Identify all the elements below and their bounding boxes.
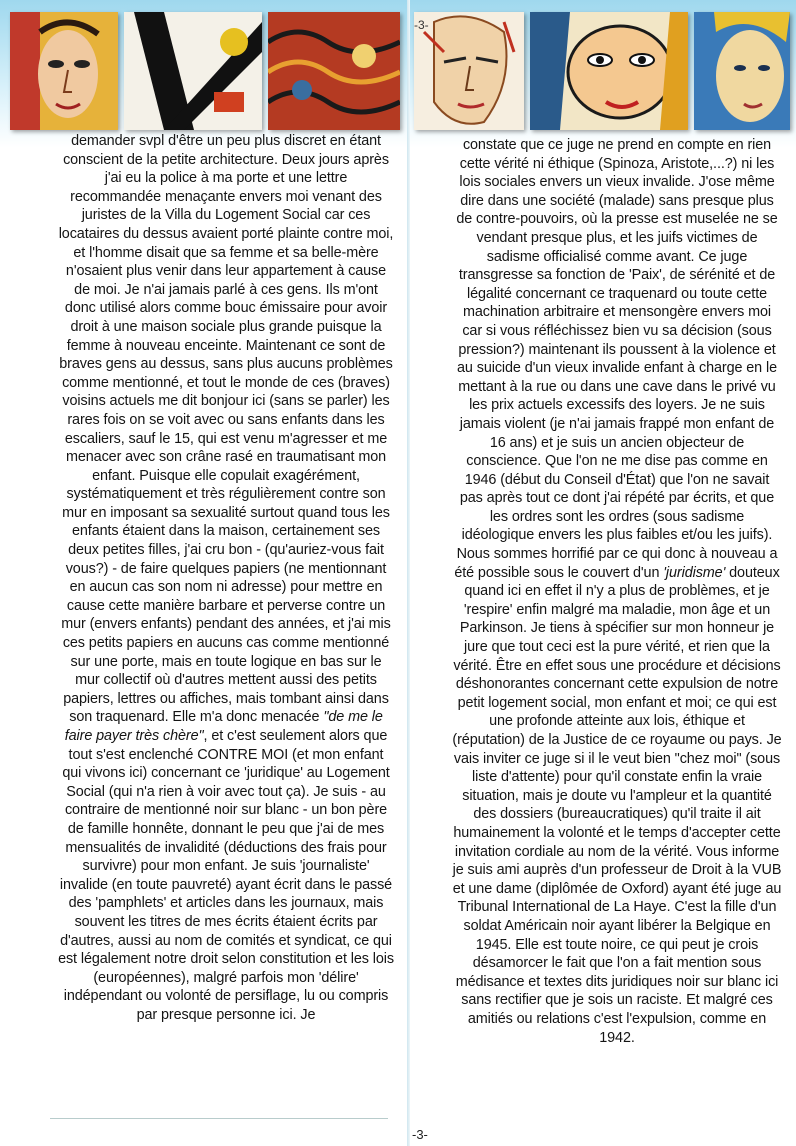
left-column-italic-quote: "de me le faire payer très chère" [64,709,383,744]
header-page-marker: -3- [414,18,429,32]
left-column-paragraph [58,132,394,1025]
page-number: -3- [412,1127,428,1142]
abstract-blue-face-painting-icon [694,12,790,130]
right-column-paragraph [452,136,782,1047]
abstract-red-pattern-painting-icon [268,12,400,130]
left-column-text-continued: , et c'est seulement alors que tout s'est enclenché CONTRE MOI (et mon enfant qui vivons ici) concernant ce 'juridique' au Logement Social (qui n'a rien à voir avec tout ça). Je suis - au contraire de mentionné noir sur blanc - un bon père de famille honnête, donnant le peu que j'ai de mes mensualités de invalidité (déductions des frais pour survivre) pour mon enfant. Je suis 'journaliste' invalide (en toute pauvreté) ayant écrit dans le passé des 'pamphlets' et articles dans les journaux, mais souvent les titres de mes écrits étaient écrits par d'autres, aussi au nom de comités et syndicat, ce qui est légalement notre droit selon constitution et les lois (européennes), malgré parfois mon 'délire' indépendant ou volonté de persiflage, lu ou compris par presque personne ici. Je [58,728,394,1023]
right-text-column [452,136,782,1047]
abstract-black-shapes-painting-icon [124,12,262,130]
page-fold [407,0,410,1146]
abstract-face-painting-icon [10,12,118,130]
right-column-italic-word: 'juridisme' [663,564,726,581]
left-column-text: demander svpl d'être un peu plus discret en étant conscient de la petite architecture. Deux jours après j'ai eu la police à ma porte et une lettre recommandée menaçante envers moi venant des juristes de la Villa du Logement Social car ces locataires du dessus avaient porté plainte contre moi, et l'homme disait que sa femme et sa belle-mère n'osaient plus venir dans leur appartement à cause de moi. Je n'ai jamais parlé à ces gens. Ils m'ont donc utilisé alors comme bouc émissaire pour avoir droit à une maison sociale plus grande puisque la femme à nouveau enceinte. Maintenant ce sont de braves gens au dessus, sans plus aucuns problèmes comme mentionné, et tout le monde de ces (braves) voisins actuels me dit bonjour ici (sans se parler) les rares fois on se voit avec ou sans enfants dans les escaliers, sauf le 15, qui est venu m'agresser et me menacer avec son crâne rasé en traumatisant mon enfant. Puisque elle copulait exagérément, systématiquement et très régulièrement contre son mur en imposant sa sexualité surtout quand tous les enfants étaient dans la maison, certainement ses deux petites filles, j'ai cru bon - (qu'auriez-vous fait vous?) - de faire quelques papiers (ne mentionnant en aucun cas son nom ni adresse) pour mettre en cause cette manière barbare et perverse contre un mur (envers enfants) pendant des années, et j'ai mis ces petits papiers en aucuns cas comme mentionné sur une porte, mais en toute logique en bas sur le mur collectif où d'autres mettent aussi des petits papiers, lettres ou affiches, mais tombant ainsi dans son traquenard. Elle m'a donc menacée [58,133,394,726]
right-column-text-continued: douteux quand ici en effet il n'y a plus de problèmes, et je 'respire' enfin malgré ma maladie, mon âge et un Parkinson. Je tiens à spécifier sur mon honneur je jure que tout ceci est la pure vérité, et rien que la vérité. Être en effet sous une procédure et décisions déshonorantes concernant cette expulsion de notre petit logement social, mon enfant et moi; ce qui est une profonde atteinte aux lois, éthique et (réputation) de la Justice de ce royaume ou pays. Je vais inviter ce juge si il le veut bien "chez moi" (sous liste d'attente) pour qu'il constate enfin la vraie situation, mais je doute vu l'ampleur et la quantité des dossiers (bureaucratiques) qu'il traite il ait humainement la volonté et le temps d'accepter cette invitation cordiale au nom de la vérité. Vous informe je suis ami auprès d'un professeur de Droit à la VUB et une dame (diplômée de Oxford) ayant été juge au Tribunal International de La Haye. C'est la fille d'un soldat Américain noir ayant libérer la Belgique en 1945. Elle est toute noire, ce qui peut je crois désamorcer le fait que l'on a fait mention sous médisance et textes dits juridiques noir sur blanc ici sans rectifier que je sois un raciste. Et malgré ces amitiés ou relations c'est l'expulsion, comme en 1942. [452,564,782,1046]
pencil-mark [50,1118,388,1119]
abstract-face-sketch-icon [414,12,524,130]
artwork-banner [0,0,796,148]
left-text-column [58,132,394,1025]
abstract-colored-face-painting-icon [530,12,688,130]
right-column-text: constate que ce juge ne prend en compte en rien cette vérité ni éthique (Spinoza, Aristote,...?) ni les lois sociales envers un vieux invalide. J'ose même dire dans une société (malade) sans presque plus de contre-pouvoirs, où la presse est muselée ne se vendant presque plus, et les juifs victimes de sadisme officialisé comme avant. Ce juge transgresse sa fonction de 'Paix', de sérénité et de légalité concernant ce traquenard ou toute cette machination arbitraire et mensongère envers moi car si vous réfléchissez bien vu sa décision (sous pression?) maintenant ils poussent à la violence et au suicide d'un vieux invalide enfant à charge en le mettant à la rue ou dans une cave dans le privé vu les prix actuels excessifs des loyers. Je ne suis jamais violent (je n'ai jamais frappé mon enfant de 16 ans) et je suis un ancien objecteur de conscience. Que l'on ne me dise pas comme en 1946 (début du Conseil d'État) que l'on ne savait pas après tout ce dont j'ai répété par écrits, et que les ordres sont les ordres (sous sadisme idéologique envers les plus faibles et/ou les juifs). Nous sommes horrifié par ce qui donc à nouveau a été possible sous le couvert d'un [454,137,778,581]
